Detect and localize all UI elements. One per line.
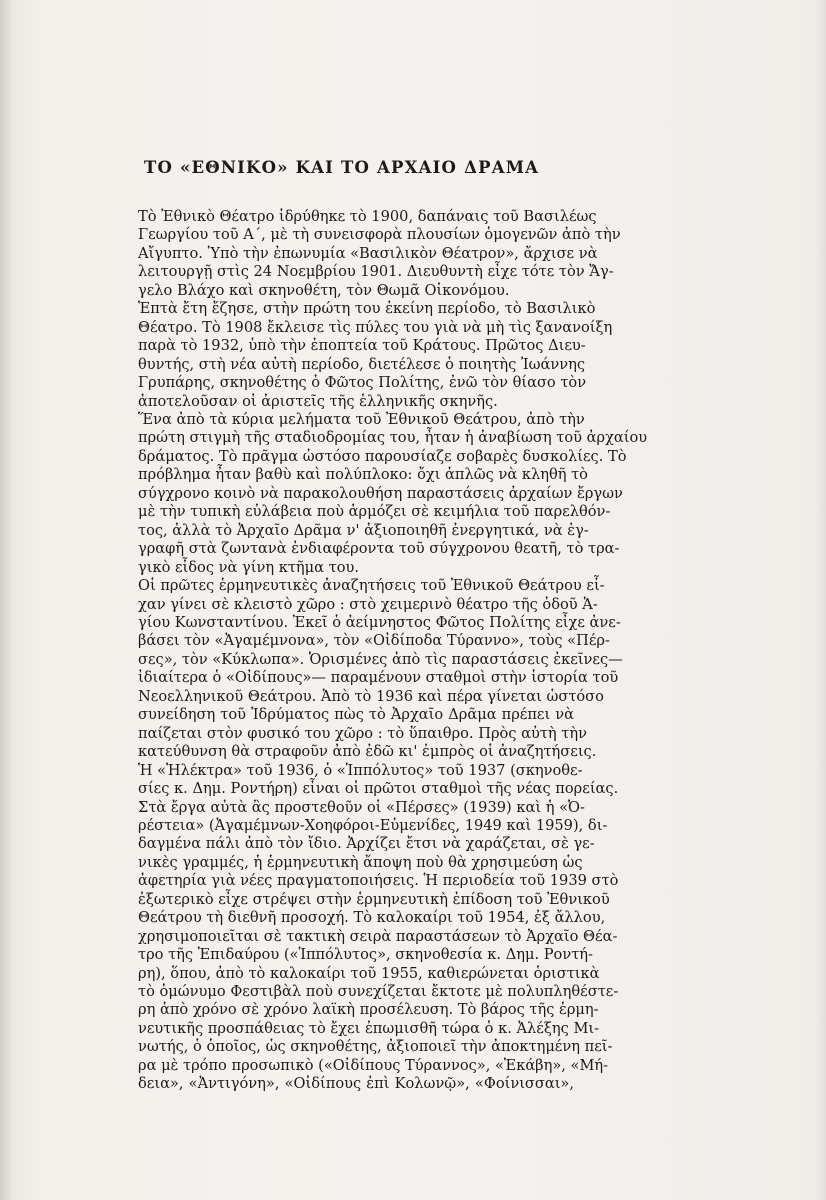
text-line: λειτουργῇ στὶς 24 Νοεμβρίου 1901. Διευθυντὴ εἶχε τότε τὸν Ἄγ- <box>138 263 614 281</box>
text-line: πρώτη στιγμὴ τῆς σταδιοδρομίας του, ἦταν ἡ ἀναβίωση τοῦ ἀρχαίου <box>138 429 648 447</box>
article-body <box>138 208 648 1094</box>
text-line: Στὰ ἔργα αὐτὰ ἂς προστεθοῦν οἱ «Πέρσες» (1939) καὶ ἡ «Ὀ- <box>138 798 585 816</box>
text-line: ἀφετηρία γιὰ νέες πραγματοποιήσεις. Ἡ περιοδεία τοῦ 1939 στὸ <box>138 872 619 890</box>
text-line: ἰδιαίτερα ὁ «Οἰδίπους»— παραμένουν σταθμοὶ στὴν ἱστορία τοῦ <box>138 669 619 687</box>
text-line: Οἱ πρῶτες ἑρμηνευτικὲς ἀναζητήσεις τοῦ Ἐθνικοῦ Θεάτρου εἶ- <box>138 577 605 595</box>
text-line: τος, ἀλλὰ τὸ Ἀρχαῖο Δρᾶμα ν' ἀξιοποιηθῆ ἐνεργητικά, νὰ ἐγ- <box>138 521 589 539</box>
text-line: Γρυπάρης, σκηνοθέτης ὁ Φῶτος Πολίτης, ἐνῶ τὸν θίασο τὸν <box>138 374 587 392</box>
page-edge <box>816 0 826 1200</box>
text-line: Ἑπτὰ ἔτη ἔζησε, στὴν πρώτη του ἐκείνη περίοδο, τὸ Βασιλικὸ <box>138 300 596 318</box>
text-line: Γεωργίου τοῦ Α΄, μὲ τὴ συνεισφορὰ πλουσίων ὁμογενῶν ἀπὸ τὴν <box>138 226 621 244</box>
text-line: παίζεται στὸν φυσικό του χῶρο : τὸ ὕπαιθρο. Πρὸς αὐτὴ τὴν <box>138 724 588 742</box>
text-line: γελο Βλάχο καὶ σκηνοθέτη, τὸν Θωμᾶ Οἰκονόμου. <box>138 281 510 299</box>
text-line: συνείδηση τοῦ Ἱδρύματος πὼς τὸ Ἀρχαῖο Δρᾶμα πρέπει νὰ <box>138 706 574 724</box>
text-line: νευτικῆς προσπάθειας τὸ ἔχει ἐπωμισθῆ τώρα ὁ κ. Ἀλέξης Μι- <box>138 1019 600 1037</box>
text-line: μὲ τὴν τυπικὴ εὐλάβεια ποὺ ἁρμόζει σὲ κειμήλια τοῦ παρελθόν- <box>138 503 611 521</box>
binding-shadow <box>0 0 14 1200</box>
text-line: ρη), ὅπου, ἀπὸ τὸ καλοκαίρι τοῦ 1955, καθιερώνεται ὁριστικὰ <box>138 964 600 982</box>
text-line: νωτής, ὁ ὁποῖος, ὡς σκηνοθέτης, ἀξιοποιεῖ τὴν ἀποκτημένη πεῖ- <box>138 1038 613 1056</box>
text-line: πρόβλημα ἦταν βαθὺ καὶ πολύπλοκο: ὄχι ἁπλῶς νὰ κληθῆ τὸ <box>138 466 588 484</box>
article-title: ΤΟ «ΕΘΝΙΚΟ» ΚΑΙ ΤΟ ΑΡΧΑΙΟ ΔΡΑΜΑ <box>144 158 540 177</box>
text-line: κατεύθυνση θὰ στραφοῦν ἀπὸ ἐδῶ κι' ἐμπρὸς οἱ ἀναζητήσεις. <box>138 743 597 761</box>
text-line: Νεοελληνικοῦ Θεάτρου. Ἀπὸ τὸ 1936 καὶ πέρα γίνεται ὡστόσο <box>138 687 604 705</box>
text-line: βάσει τὸν «Ἀγαμέμνονα», τὸν «Οἰδίποδα Τύραννο», τοὺς «Πέρ- <box>138 632 610 650</box>
text-line: χαν γίνει σὲ κλειστὸ χῶρο : στὸ χειμερινὸ θέατρο τῆς ὁδοῦ Ἁ- <box>138 595 598 613</box>
text-line: γίου Κωνσταντίνου. Ἐκεῖ ὁ ἀείμνηστος Φῶτος Πολίτης εἶχε ἀνε- <box>138 613 621 631</box>
text-line: δαγμένα πάλι ἀπὸ τὸν ἴδιο. Ἀρχίζει ἔτσι νὰ χαράζεται, σὲ γε- <box>138 835 595 853</box>
text-line: τὸ ὁμώνυμο Φεστιβὰλ ποὺ συνεχίζεται ἔκτοτε μὲ πολυπληθέστε- <box>138 983 619 1001</box>
text-line: γραφῆ στὰ ζωντανὰ ἐνδιαφέροντα τοῦ σύγχρονου θεατῆ, τὸ τρα- <box>138 540 620 558</box>
text-line: σίες κ. Δημ. Ροντήρη) εἶναι οἱ πρῶτοι σταθμοὶ τῆς νέας πορείας. <box>138 780 619 798</box>
text-line: Θέατρο. Τὸ 1908 ἔκλεισε τὶς πύλες του γιὰ νὰ μὴ τὶς ξανανοίξη <box>138 318 613 336</box>
text-line: σες», τὸν «Κύκλωπα». Ὁρισμένες ἀπὸ τὶς παραστάσεις ἐκεῖνες— <box>138 650 623 668</box>
text-line: δράματος. Τὸ πρᾶγμα ὡστόσο παρουσίαζε σοβαρὲς δυσκολίες. Τὸ <box>138 447 627 465</box>
text-line: γικὸ εἶδος νὰ γίνη κτῆμα του. <box>138 558 360 576</box>
text-line: δεια», «Ἀντιγόνη», «Οἰδίπους ἐπὶ Κολωνῷ», «Φοίνισσαι», <box>138 1075 574 1093</box>
text-line: σύγχρονο κοινὸ νὰ παρακολουθήση παραστάσεις ἀρχαίων ἔργων <box>138 484 623 502</box>
text-line: ρη ἀπὸ χρόνο σὲ χρόνο λαϊκὴ προσέλευση. Τὸ βάρος τῆς ἑρμη- <box>138 1001 599 1019</box>
text-line: χρησιμοποιεῖται σὲ τακτικὴ σειρὰ παραστάσεων τὸ Ἀρχαῖο Θέα- <box>138 927 618 945</box>
text-line: Ἡ «Ἠλέκτρα» τοῦ 1936, ὁ «Ἱππόλυτος» τοῦ 1937 (σκηνοθε- <box>138 761 583 779</box>
text-line: ρα μὲ τρόπο προσωπικὸ («Οἰδίπους Τύραννος», «Ἑκάβη», «Μή- <box>138 1056 609 1074</box>
text-line: ρέστεια» (Ἀγαμέμνων-Χοηφόροι-Εὐμενίδες, 1949 καὶ 1959), δι- <box>138 816 608 834</box>
text-line: τρο τῆς Ἐπιδαύρου («Ἱππόλυτος», σκηνοθεσία κ. Δημ. Ροντή- <box>138 946 593 964</box>
text-line: παρὰ τὸ 1932, ὑπὸ τὴν ἐποπτεία τοῦ Κράτους. Πρῶτος Διευ- <box>138 337 586 355</box>
text-line: Θεάτρου τὴ διεθνῆ προσοχή. Τὸ καλοκαίρι τοῦ 1954, ἐξ ἄλλου, <box>138 909 606 927</box>
text-line: ἐξωτερικὸ εἶχε στρέψει στὴν ἑρμηνευτικὴ ἐπίδοση τοῦ Ἐθνικοῦ <box>138 890 610 908</box>
text-line: Τὸ Ἐθνικὸ Θέατρο ἱδρύθηκε τὸ 1900, δαπάναις τοῦ Βασιλέως <box>138 208 597 225</box>
text-line: νικὲς γραμμές, ἡ ἑρμηνευτικὴ ἄποψη ποὺ θὰ χρησιμεύση ὡς <box>138 853 583 871</box>
text-line: Ἕνα ἀπὸ τὰ κύρια μελήματα τοῦ Ἐθνικοῦ Θεάτρου, ἀπὸ τὴν <box>138 410 585 428</box>
text-line: ἀποτελοῦσαν οἱ ἀριστεῖς τῆς ἑλληνικῆς σκηνῆς. <box>138 392 498 410</box>
text-line: θυντής, στὴ νέα αὐτὴ περίοδο, διετέλεσε ὁ ποιητὴς Ἰωάννης <box>138 355 586 373</box>
text-line: Αἴγυπτο. Ὑπὸ τὴν ἐπωνυμία «Βασιλικὸν Θέατρον», ἄρχισε νὰ <box>138 244 598 262</box>
